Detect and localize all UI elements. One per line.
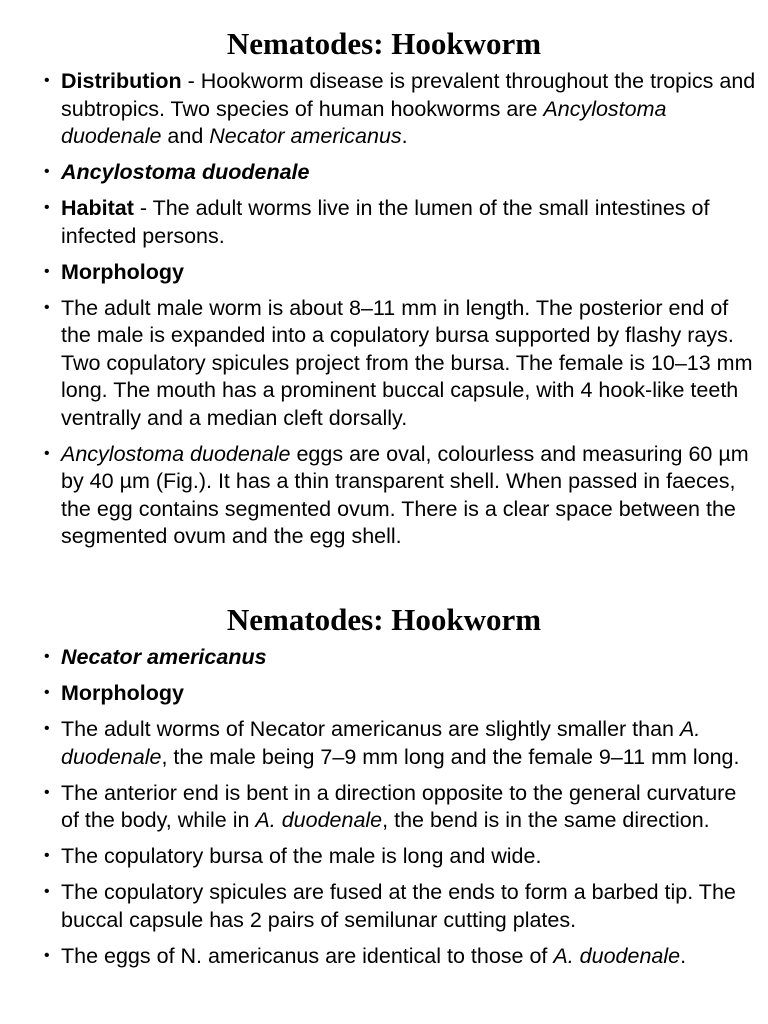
bullet-copulatory-bursa [0,843,768,871]
section-1-bullet-list [0,68,768,559]
copulatory-spicules-text: The copulatory spicules are fused at the ends to form a barbed tip. The buccal capsule has 2 pairs of semilunar cutting plates. [61,880,736,932]
section-2-title: Nematodes: Hookworm [226,602,542,637]
copulatory-bursa-text: The copulatory bursa of the male is long and wide. [61,844,542,868]
bullet-necator-size [0,716,768,771]
bullet-morphology-2 [0,680,768,708]
species-necator: Necator americanus [209,124,402,148]
species-a-duodenale-1: A. duodenale [61,717,701,769]
distribution-label: Distribution [61,69,182,93]
necator-size-text-1: The adult worms of Necator americanus are slightly smaller than [61,717,680,741]
eggs-text: eggs are oval, colourless and measuring 60 µm by 40 µm (Fig.). It has a thin transparent shell. When passed in faeces, the egg contains segmented ovum. There is a clear space between the segmented ovum and the egg shell. [61,441,749,548]
bullet-necator-heading [0,644,768,672]
anterior-end-text-2: , the bend is in the same direction. [382,808,710,832]
necator-heading: Necator americanus [61,645,267,669]
distribution-text-1: - Hookworm disease is prevalent throughout the tropics and subtropics. Two species of human hookworms are [61,69,756,121]
bullet-copulatory-spicules [0,879,768,934]
distribution-text-3: . [401,124,408,148]
bullet-ancylostoma-eggs [0,441,768,551]
ancylostoma-heading: Ancylostoma duodenale [61,160,310,184]
bullet-habitat [0,195,768,250]
bullet-necator-eggs [0,943,768,971]
distribution-text-2: and [161,124,210,148]
bullet-adult-male-worm [0,295,768,433]
necator-size-text-2: , the male being 7–9 mm long and the female 9–11 mm long. [161,744,740,769]
morphology-heading-2: Morphology [61,681,185,705]
species-ancylostoma-eggs: Ancylostoma duodenale [61,441,291,466]
anterior-end-text-1: The anterior end is bent in a direction opposite to the general curvature of the body, while in [61,780,737,832]
adult-worm-text: The adult male worm is about 8–11 mm in length. The posterior end of the male is expanded into a copulatory bursa supported by flashy rays. Two copulatory spicules project from the bursa. The female is 10–13 mm long. The mouth has a prominent buccal capsule, with 4 hook-like teeth ventrally and a median cleft dorsally. [61,295,753,430]
bullet-morphology-1 [0,259,768,287]
bullet-distribution [0,68,768,151]
bullet-anterior-end [0,780,768,835]
section-1-title: Nematodes: Hookworm [226,26,542,61]
morphology-heading-1: Morphology [61,259,185,284]
habitat-text: - The adult worms live in the lumen of the small intestines of infected persons. [61,196,710,248]
habitat-label: Habitat [61,196,134,220]
necator-eggs-text-2: . [680,943,687,968]
necator-eggs-text-1: The eggs of N. americanus are identical to those of [61,943,554,968]
species-ancylostoma: Ancylostoma duodenale [61,96,667,148]
bullet-ancylostoma-heading [0,159,768,187]
species-a-duodenale-2: A. duodenale [255,808,383,832]
species-a-duodenale-3: A. duodenale [553,943,681,968]
section-2-bullet-list [0,644,768,979]
